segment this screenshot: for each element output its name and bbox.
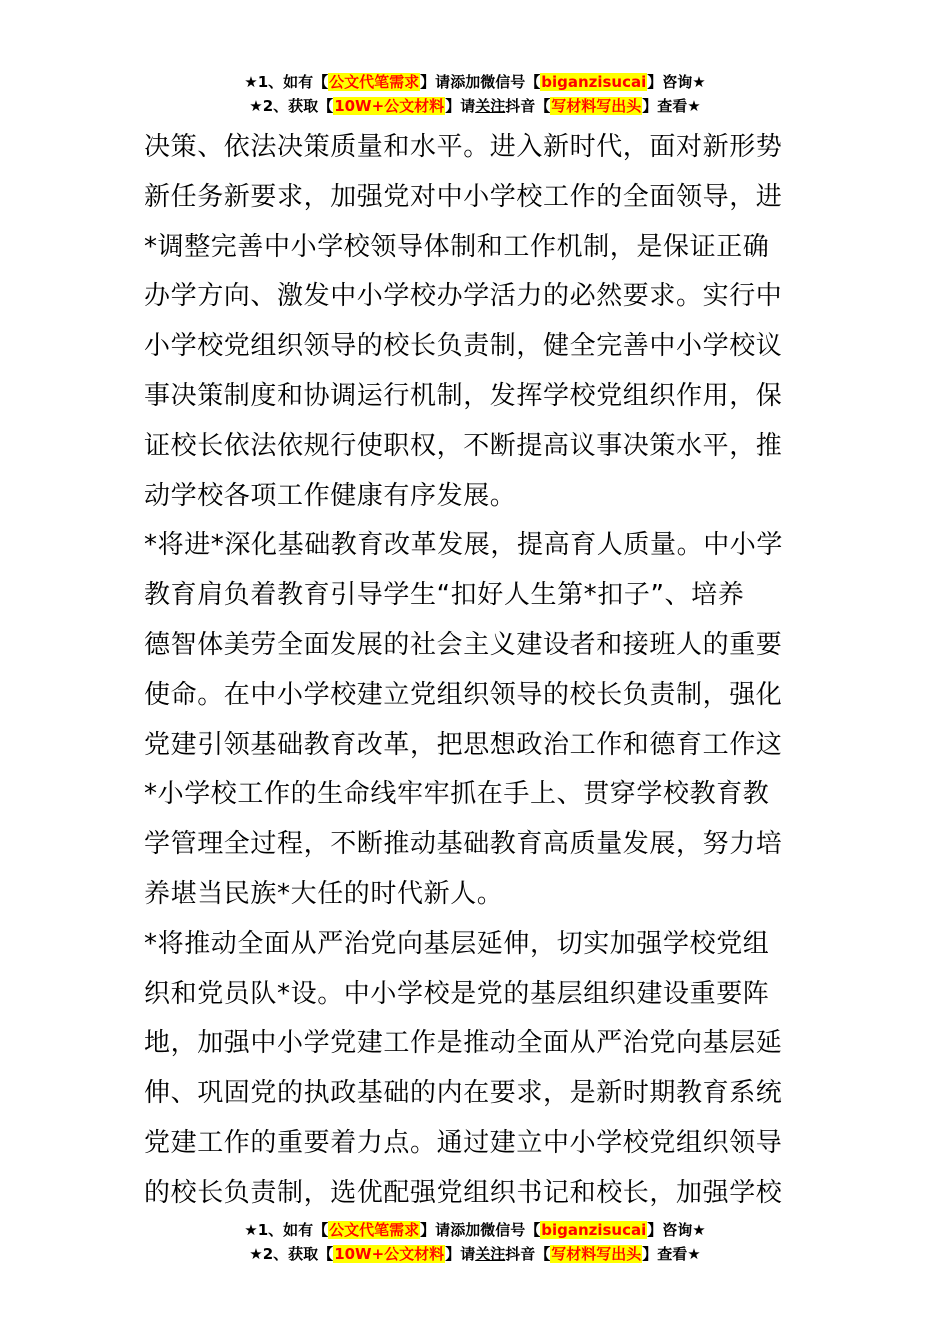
text-line: 织和党员队*设。中小学校是党的基层组织建设重要阵 <box>144 978 770 1009</box>
footer-notice-line-2 <box>0 1242 950 1266</box>
wechat-id-highlight: biganzisucai <box>541 73 647 91</box>
text-line: 决策、依法决策质量和水平。进入新时代，面对新形势 <box>144 132 783 162</box>
text-line: 证校长依法依规行使职权，不断提高议事决策水平，推 <box>144 430 783 461</box>
notice-text: 】咨询★ <box>647 1221 706 1239</box>
text-line: 办学方向、激发中小学校办学活力的必然要求。实行中 <box>144 281 783 312</box>
header-notice <box>0 70 950 118</box>
notice-highlight: 公文代笔需求 <box>329 73 420 91</box>
notice-text: 关注 <box>475 97 506 115</box>
notice-text: 】请 <box>445 97 476 115</box>
notice-text: 】请 <box>420 73 451 91</box>
notice-text: ★1、如有【 <box>244 1221 329 1239</box>
text-line: 小学校党组织领导的校长负责制，健全完善中小学校议 <box>144 331 783 362</box>
text-line: 动学校各项工作健康有序发展。 <box>144 480 517 511</box>
header-notice-line-2 <box>0 94 950 118</box>
text-line: 教育肩负着教育引导学生“扣好人生第*扣子”、培养 <box>144 580 745 611</box>
notice-highlight: 公文代笔需求 <box>329 1221 420 1239</box>
douyin-highlight: 写材料写出头 <box>551 97 642 115</box>
notice-text: 微信号【 <box>480 1221 541 1239</box>
footer-notice <box>0 1218 950 1266</box>
text-line: 事决策制度和协调运行机制，发挥学校党组织作用，保 <box>144 380 783 411</box>
notice-text: 】查看★ <box>642 1245 701 1263</box>
notice-text: ★1、如有【 <box>244 73 329 91</box>
text-line: 的校长负责制，选优配强党组织书记和校长，加强学校 <box>144 1177 783 1208</box>
text-line: 养堪当民族*大任的时代新人。 <box>144 878 504 909</box>
notice-text: 】请 <box>445 1245 476 1263</box>
notice-text: ★2、获取【 <box>249 1245 334 1263</box>
text-line: *小学校工作的生命线牢牢抓在手上、贯穿学校教育教 <box>144 779 770 810</box>
notice-text: 微信号【 <box>480 73 541 91</box>
wechat-id-highlight: biganzisucai <box>541 1221 647 1239</box>
text-line: 伸、巩固党的执政基础的内在要求，是新时期教育系统 <box>144 1078 783 1109</box>
document-body <box>144 123 810 1219</box>
text-line: 党建工作的重要着力点。通过建立中小学校党组织领导 <box>144 1127 783 1158</box>
text-line: 使命。在中小学校建立党组织领导的校长负责制，强化 <box>144 679 783 710</box>
notice-text: 】咨询★ <box>647 73 706 91</box>
notice-text: 抖音【 <box>505 97 551 115</box>
text-line: *将进*深化基础教育改革发展，提高育人质量。中小学 <box>144 530 784 561</box>
text-line: *将推动全面从严治党向基层延伸，切实加强学校党组 <box>144 928 770 959</box>
notice-highlight: 10W+公文材料 <box>334 97 445 115</box>
text-line: 新任务新要求，加强党对中小学校工作的全面领导，进 <box>144 181 783 212</box>
header-notice-line-1 <box>0 70 950 94</box>
douyin-highlight: 写材料写出头 <box>551 1245 642 1263</box>
notice-text: 】查看★ <box>642 97 701 115</box>
notice-highlight: 10W+公文材料 <box>334 1245 445 1263</box>
notice-text: 】请 <box>420 1221 451 1239</box>
notice-text: 关注 <box>475 1245 506 1263</box>
notice-text: 添加 <box>450 1221 481 1239</box>
text-line: 德智体美劳全面发展的社会主义建设者和接班人的重要 <box>144 629 783 660</box>
notice-text: ★2、获取【 <box>249 97 334 115</box>
text-line: 学管理全过程，不断推动基础教育高质量发展，努力培 <box>144 829 783 860</box>
text-line: 党建引领基础教育改革，把思想政治工作和德育工作这 <box>144 729 783 760</box>
text-line: 地，加强中小学党建工作是推动全面从严治党向基层延 <box>144 1028 783 1059</box>
notice-text: 抖音【 <box>505 1245 551 1263</box>
text-line: *调整完善中小学校领导体制和工作机制，是保证正确 <box>144 231 770 262</box>
notice-text: 添加 <box>450 73 481 91</box>
footer-notice-line-1 <box>0 1218 950 1242</box>
